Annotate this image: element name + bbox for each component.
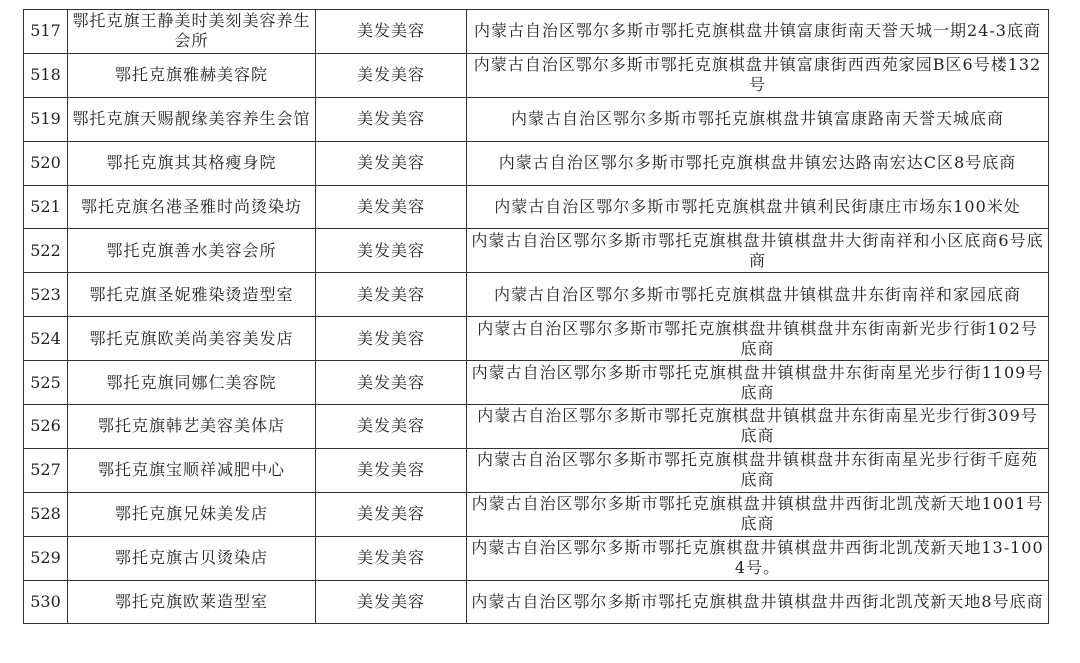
row-number: 530 (24, 580, 68, 624)
table-row (24, 448, 1049, 492)
business-name: 鄂托克旗欧美尚美容美发店 (68, 317, 316, 361)
row-number: 518 (24, 53, 68, 97)
row-number: 527 (24, 448, 68, 492)
business-category: 美发美容 (316, 405, 467, 449)
row-number: 529 (24, 536, 68, 580)
business-address: 内蒙古自治区鄂尔多斯市鄂托克旗棋盘井镇棋盘井东街南星光步行街千庭苑底商 (467, 448, 1049, 492)
table-row (24, 229, 1049, 273)
business-category: 美发美容 (316, 580, 467, 624)
table-row (24, 492, 1049, 536)
table-body (24, 10, 1049, 624)
business-address: 内蒙古自治区鄂尔多斯市鄂托克旗棋盘井镇棋盘井大街南祥和小区底商6号底商 (467, 229, 1049, 273)
business-category: 美发美容 (316, 229, 467, 273)
business-category: 美发美容 (316, 448, 467, 492)
table-row (24, 580, 1049, 624)
table-row (24, 53, 1049, 97)
business-category: 美发美容 (316, 10, 467, 54)
business-category: 美发美容 (316, 536, 467, 580)
table-row (24, 317, 1049, 361)
row-number: 520 (24, 141, 68, 185)
business-address: 内蒙古自治区鄂尔多斯市鄂托克旗棋盘井镇富康街南天誉天城一期24-3底商 (467, 10, 1049, 54)
row-number: 525 (24, 361, 68, 405)
row-number: 523 (24, 273, 68, 317)
business-name: 鄂托克旗名港圣雅时尚烫染坊 (68, 185, 316, 229)
business-category: 美发美容 (316, 97, 467, 141)
table-row (24, 273, 1049, 317)
table-row (24, 185, 1049, 229)
business-name: 鄂托克旗欧莱造型室 (68, 580, 316, 624)
row-number: 526 (24, 405, 68, 449)
table-row (24, 10, 1049, 54)
business-address: 内蒙古自治区鄂尔多斯市鄂托克旗棋盘井镇棋盘井西街北凯茂新天地8号底商 (467, 580, 1049, 624)
business-address: 内蒙古自治区鄂尔多斯市鄂托克旗棋盘井镇棋盘井东街南星光步行街1109号底商 (467, 361, 1049, 405)
business-address: 内蒙古自治区鄂尔多斯市鄂托克旗棋盘井镇利民街康庄市场东100米处 (467, 185, 1049, 229)
business-category: 美发美容 (316, 185, 467, 229)
table-row (24, 141, 1049, 185)
business-category: 美发美容 (316, 273, 467, 317)
business-address: 内蒙古自治区鄂尔多斯市鄂托克旗棋盘井镇棋盘井东街南祥和家园底商 (467, 273, 1049, 317)
business-category: 美发美容 (316, 361, 467, 405)
business-name: 鄂托克旗其其格瘦身院 (68, 141, 316, 185)
business-name: 鄂托克旗韩艺美容美体店 (68, 405, 316, 449)
business-address: 内蒙古自治区鄂尔多斯市鄂托克旗棋盘井镇富康路南天誉天城底商 (467, 97, 1049, 141)
business-category: 美发美容 (316, 53, 467, 97)
business-address: 内蒙古自治区鄂尔多斯市鄂托克旗棋盘井镇棋盘井西街北凯茂新天地1001号底商 (467, 492, 1049, 536)
business-address: 内蒙古自治区鄂尔多斯市鄂托克旗棋盘井镇宏达路南宏达C区8号底商 (467, 141, 1049, 185)
table-row (24, 361, 1049, 405)
business-name: 鄂托克旗古贝烫染店 (68, 536, 316, 580)
business-address: 内蒙古自治区鄂尔多斯市鄂托克旗棋盘井镇棋盘井东街南星光步行街309号底商 (467, 405, 1049, 449)
row-number: 521 (24, 185, 68, 229)
row-number: 522 (24, 229, 68, 273)
business-category: 美发美容 (316, 492, 467, 536)
table-row (24, 97, 1049, 141)
business-name: 鄂托克旗天赐靓缘美容养生会馆 (68, 97, 316, 141)
row-number: 519 (24, 97, 68, 141)
business-name: 鄂托克旗雅赫美容院 (68, 53, 316, 97)
business-name: 鄂托克旗兄妹美发店 (68, 492, 316, 536)
business-address: 内蒙古自治区鄂尔多斯市鄂托克旗棋盘井镇棋盘井西街北凯茂新天地13-1004号。 (467, 536, 1049, 580)
row-number: 528 (24, 492, 68, 536)
business-registry-table (23, 9, 1049, 624)
table-row (24, 405, 1049, 449)
table-row (24, 536, 1049, 580)
row-number: 524 (24, 317, 68, 361)
row-number: 517 (24, 10, 68, 54)
business-name: 鄂托克旗圣妮雅染烫造型室 (68, 273, 316, 317)
business-address: 内蒙古自治区鄂尔多斯市鄂托克旗棋盘井镇棋盘井东街南新光步行街102号底商 (467, 317, 1049, 361)
business-address: 内蒙古自治区鄂尔多斯市鄂托克旗棋盘井镇富康街西西苑家园B区6号楼132号 (467, 53, 1049, 97)
business-name: 鄂托克旗宝顺祥减肥中心 (68, 448, 316, 492)
business-name: 鄂托克旗同娜仁美容院 (68, 361, 316, 405)
business-category: 美发美容 (316, 141, 467, 185)
business-category: 美发美容 (316, 317, 467, 361)
business-name: 鄂托克旗王静美时美刻美容养生会所 (68, 10, 316, 54)
business-name: 鄂托克旗善水美容会所 (68, 229, 316, 273)
